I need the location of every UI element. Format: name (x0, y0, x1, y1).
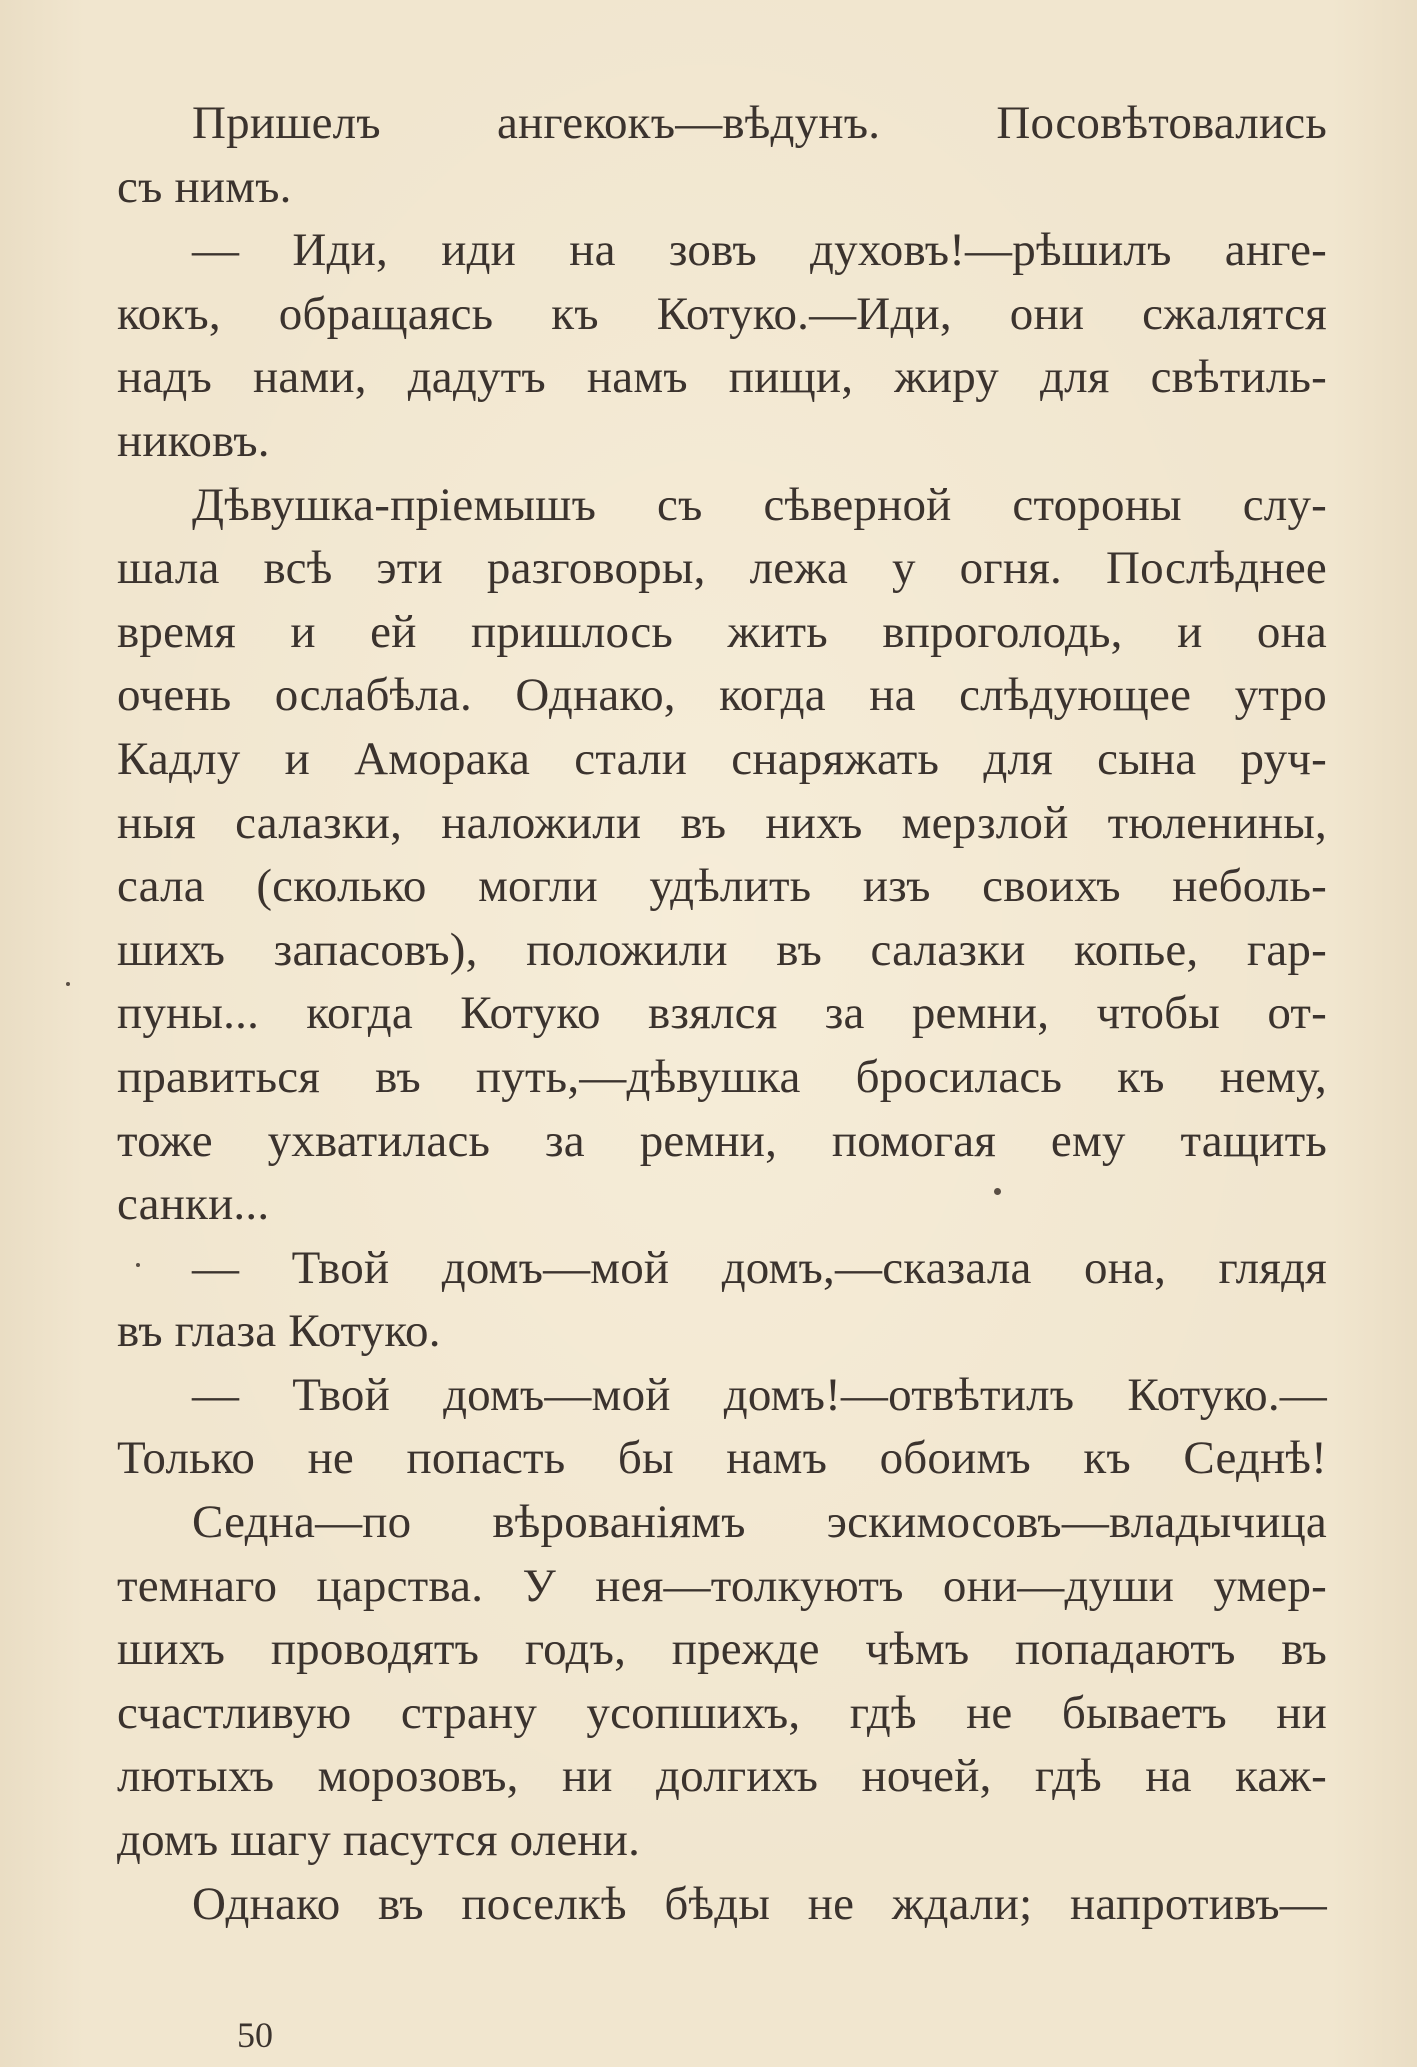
print-speck (136, 1263, 140, 1267)
text-line: время и ей пришлось жить впроголодь, и она (117, 605, 1327, 658)
text-line: очень ослабѣла. Однако, когда на слѣдующее утро (117, 669, 1327, 722)
text-line: правиться въ путь,—дѣвушка бросилась къ нему, (117, 1050, 1327, 1103)
text-line: Дѣвушка-пріемышъ съ сѣверной стороны слу- (192, 478, 1327, 531)
text-line: надъ нами, дадутъ намъ пищи, жиру для свѣтиль- (117, 351, 1327, 404)
text-line: въ глаза Котуко. (117, 1305, 441, 1358)
text-line: никовъ. (117, 414, 270, 467)
text-line: темнаго царства. У нея—толкуютъ они—души умер- (117, 1559, 1327, 1612)
print-speck (66, 982, 70, 986)
text-line: шихъ запасовъ), положили въ салазки копье, гар- (117, 923, 1327, 976)
text-line: — Иди, иди на зовъ духовъ!—рѣшилъ анге- (192, 224, 1327, 277)
text-line: шала всѣ эти разговоры, лежа у огня. Послѣднее (117, 542, 1327, 595)
text-line: пуны... когда Котуко взялся за ремни, чтобы от- (117, 987, 1327, 1040)
text-line: счастливую страну усопшихъ, гдѣ не бываетъ ни (117, 1686, 1327, 1739)
text-line: Однако въ поселкѣ бѣды не ждали; напротивъ— (192, 1877, 1327, 1930)
body-text (117, 92, 1327, 1936)
text-line: Только не попасть бы намъ обоимъ къ Седнѣ! (117, 1432, 1327, 1485)
text-line: сала (сколько могли удѣлить изъ своихъ неболь- (117, 860, 1327, 913)
text-line: Пришелъ ангекокъ—вѣдунъ. Посовѣтовались (192, 97, 1327, 149)
text-line: съ нимъ. (117, 160, 292, 213)
text-line: шихъ проводятъ годъ, прежде чѣмъ попадаютъ въ (117, 1623, 1327, 1676)
page-number: 50 (237, 2015, 273, 2055)
text-line: кокъ, обращаясь къ Котуко.—Иди, они сжалятся (117, 287, 1327, 340)
text-line: Кадлу и Аморака стали снаряжать для сына руч- (117, 732, 1327, 785)
text-line: санки... (117, 1178, 270, 1231)
text-line: лютыхъ морозовъ, ни долгихъ ночей, гдѣ на каж- (117, 1750, 1327, 1803)
text-line: ныя салазки, наложили въ нихъ мерзлой тюленины, (117, 796, 1327, 849)
print-speck (994, 1188, 1001, 1195)
text-line: тоже ухватилась за ремни, помогая ему тащить (117, 1114, 1327, 1167)
text-line: домъ шагу пасутся олени. (117, 1814, 641, 1867)
text-line: Седна—по вѣрованіямъ эскимосовъ—владычица (192, 1496, 1327, 1549)
text-line: — Твой домъ—мой домъ!—отвѣтилъ Котуко.— (192, 1368, 1327, 1421)
text-line: — Твой домъ—мой домъ,—сказала она, глядя (192, 1241, 1327, 1294)
